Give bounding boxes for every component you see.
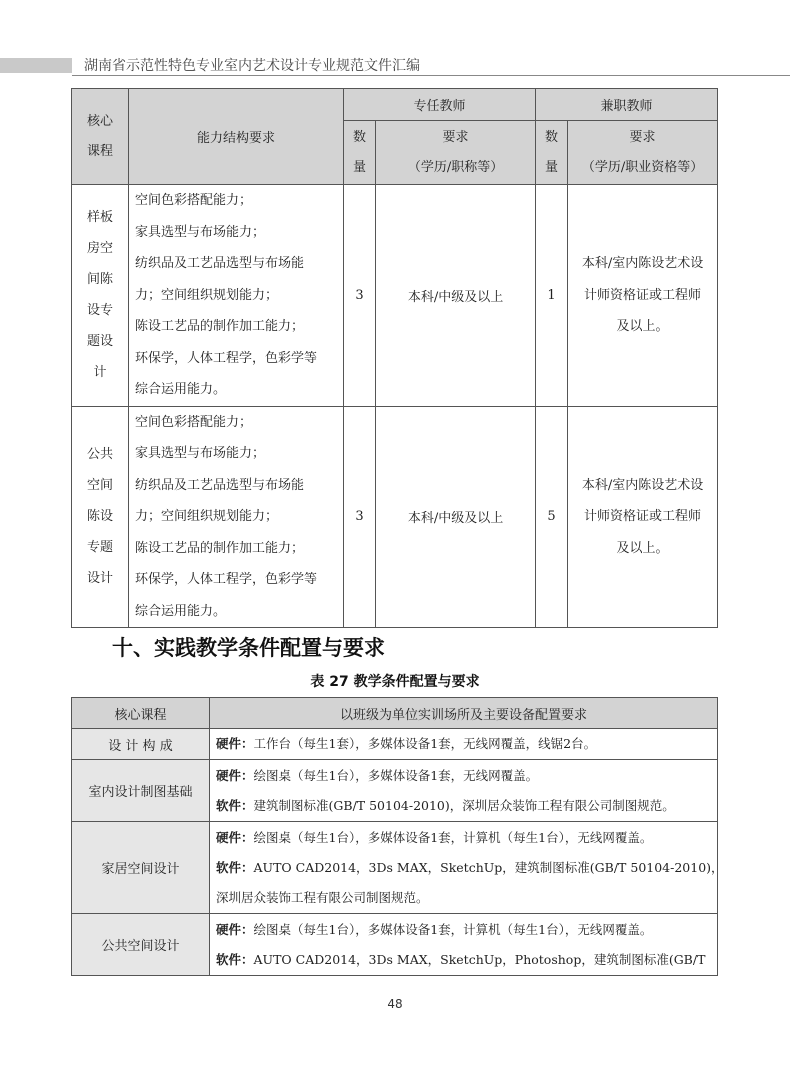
ft-count: 3	[344, 185, 376, 407]
table-row	[72, 914, 718, 976]
header-decor-bar	[0, 58, 72, 73]
ft-requirement: 本科/中级及以上	[376, 406, 536, 628]
header-parttime-teacher: 兼职教师	[536, 89, 718, 121]
header-pt-req: 要求 （学历/职业资格等）	[568, 121, 718, 185]
ft-count: 3	[344, 406, 376, 628]
header-rule	[72, 75, 790, 76]
table-row	[72, 729, 718, 760]
teacher-requirements-table	[71, 88, 718, 628]
equipment-requirements-table	[71, 697, 724, 976]
table-header-row	[72, 698, 718, 729]
course-name: 设 计 构 成	[72, 729, 210, 760]
header-ft-req: 要求 （学历/职称等）	[376, 121, 536, 185]
course-name: 公共空间设计	[72, 914, 210, 976]
course-name: 样板 房空 间陈 设专 题设 计	[72, 185, 129, 407]
pt-count: 5	[536, 406, 568, 628]
requirement-cell: 硬件：绘图桌（每生1台），多媒体设备1套，计算机（每生1台），无线网覆盖。 软件：AUTO CAD2014，3Ds MAX，SketchUp，建筑制图标准(GB/T 50104-2010)， 深圳居众装饰工程有限公司制图规范。	[210, 822, 718, 914]
table-row	[72, 185, 718, 407]
page-number: 48	[387, 997, 403, 1011]
header-course: 核心课程	[72, 698, 210, 729]
pt-count: 1	[536, 185, 568, 407]
requirement-cell: 硬件：工作台（每生1套），多媒体设备1套，无线网覆盖，线锯2台。	[210, 729, 718, 760]
pt-requirement: 本科/室内陈设艺术设 计师资格证或工程师 及以上。	[568, 406, 718, 628]
running-header-title: 湖南省示范性特色专业室内艺术设计专业规范文件汇编	[84, 58, 420, 74]
ability-list: 空间色彩搭配能力； 家具选型与布场能力； 纺织品及工艺品选型与布场能 力；空间组织规划能力； 陈设工艺品的制作加工能力； 环保学，人体工程学，色彩学等 综合运用能力。	[129, 406, 344, 628]
ability-list: 空间色彩搭配能力； 家具选型与布场能力； 纺织品及工艺品选型与布场能 力；空间组织规划能力； 陈设工艺品的制作加工能力； 环保学，人体工程学，色彩学等 综合运用能力。	[129, 185, 344, 407]
course-name: 公共 空间 陈设 专题 设计	[72, 406, 129, 628]
requirement-cell: 硬件：绘图桌（每生1台），多媒体设备1套，无线网覆盖。 软件：建筑制图标准(GB/T 50104-2010)，深圳居众装饰工程有限公司制图规范。	[210, 760, 718, 822]
header-ability: 能力结构要求	[129, 89, 344, 185]
header-fulltime-teacher: 专任教师	[344, 89, 536, 121]
requirement-cell: 硬件：绘图桌（每生1台），多媒体设备1套，计算机（每生1台），无线网覆盖。 软件：AUTO CAD2014，3Ds MAX，SketchUp，Photoshop，建筑制图标准(GB/T	[210, 914, 718, 976]
ft-requirement: 本科/中级及以上	[376, 185, 536, 407]
course-name: 家居空间设计	[72, 822, 210, 914]
header-requirement: 以班级为单位实训场所及主要设备配置要求	[210, 698, 718, 729]
header-core-course: 核心课程	[72, 89, 129, 185]
course-name: 室内设计制图基础	[72, 760, 210, 822]
header-ft-count: 数量	[344, 121, 376, 185]
section-heading: 十、实践教学条件配置与要求	[112, 636, 385, 660]
table-caption: 表 27 教学条件配置与要求	[310, 674, 480, 690]
table-row	[72, 406, 718, 628]
table-row	[72, 760, 718, 822]
table-row	[72, 822, 718, 914]
header-pt-count: 数量	[536, 121, 568, 185]
pt-requirement: 本科/室内陈设艺术设 计师资格证或工程师 及以上。	[568, 185, 718, 407]
